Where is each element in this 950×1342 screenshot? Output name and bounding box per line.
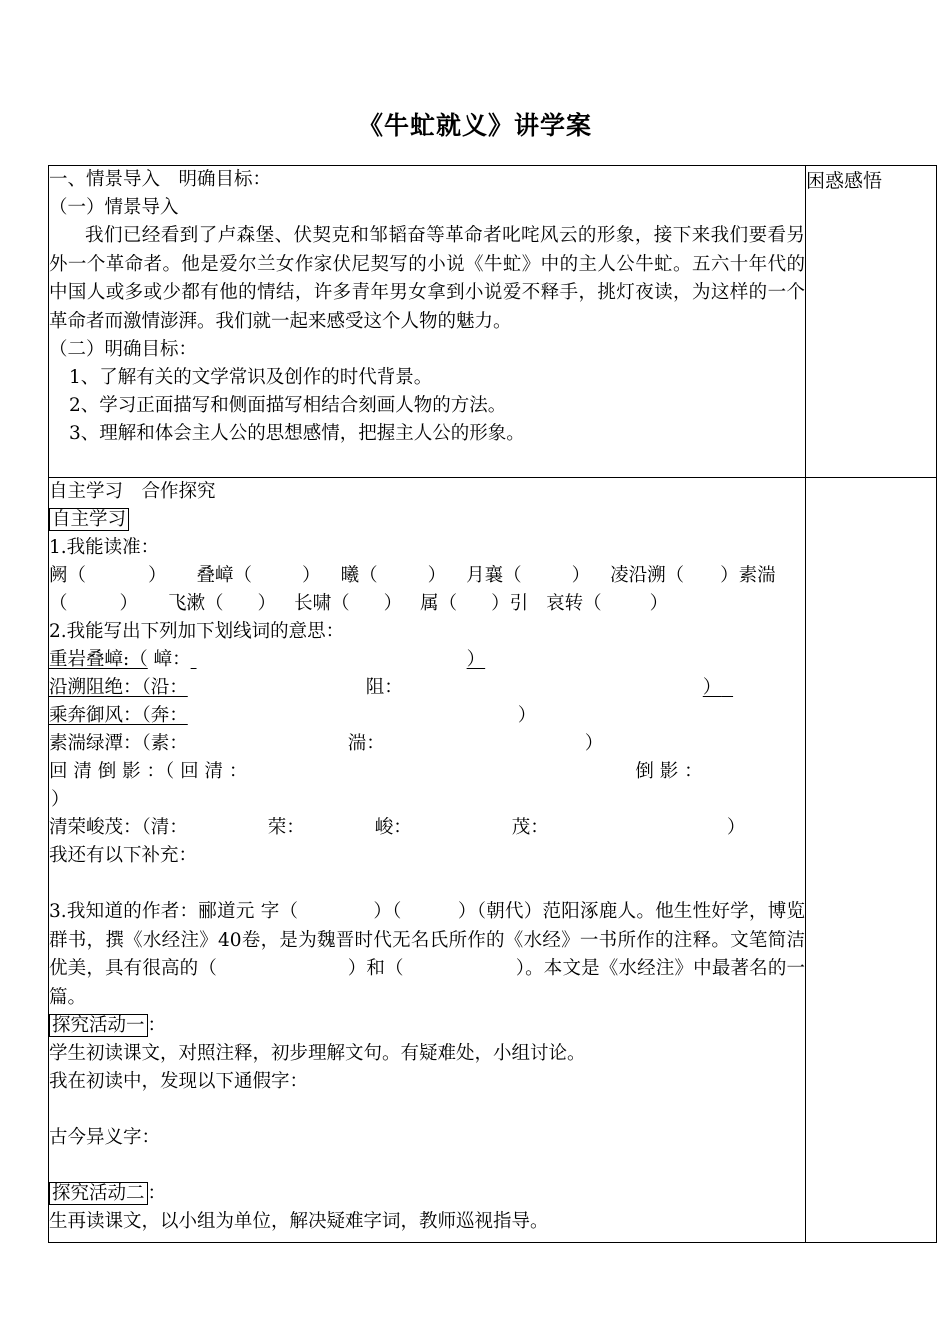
page-title: 《牛虻就义》讲学案	[357, 111, 592, 140]
lesson-table	[48, 165, 937, 1243]
q2-line6: 清荣峻茂：（清： 荣： 峻： 茂： ）	[49, 817, 746, 838]
q2-line4: 素湍绿潭：（素： 湍： ）	[49, 733, 604, 754]
box-label-activity1: 探究活动一 ：	[49, 1012, 805, 1040]
table-row	[49, 478, 937, 1243]
section1-heading: 一、情景导入 明确目标：	[49, 169, 272, 190]
side-label: 困惑感悟	[806, 170, 883, 192]
side-label-cell	[806, 166, 937, 478]
q2-extra: 我还有以下补充：	[49, 845, 198, 866]
goal-item: 2、学习正面描写和侧面描写相结合刻画人物的方法。	[69, 395, 507, 416]
q1-line1: 阙（ ） 叠嶂（ ） 曦（ ） 月襄（ ） 凌沿溯（ ）素湍	[49, 565, 776, 586]
section-study-cell	[49, 478, 806, 1243]
activity2-line1: 生再读课文，以小组为单位，解决疑难字词，教师巡视指导。	[49, 1211, 549, 1232]
section2-heading: 自主学习 合作探究	[49, 481, 216, 502]
q2-line5-cont: ）	[51, 789, 70, 810]
box-label-self-study: 自主学习	[49, 506, 805, 534]
q1-line2: （ ） 飞漱（ ） 长啸（ ） 属（ ）引 哀转（ ）	[49, 593, 669, 614]
q2-line3: 乘奔御风：（奔： ）	[49, 705, 537, 726]
q2-line5: 回 清 倒 影 ：（ 回 清 ： 倒 影 ：	[49, 761, 703, 782]
goal-item: 1、了解有关的文学常识及创作的时代背景。	[69, 367, 433, 388]
section1-sub1: （一）情景导入	[49, 197, 179, 218]
activity1-line3: 古今异义字：	[49, 1127, 161, 1148]
q2-line2: 沿溯阻绝：（沿： 阻： ）	[49, 677, 722, 698]
table-row	[49, 166, 937, 478]
q2-label: 2.我能写出下列加下划线词的意思：	[49, 621, 345, 642]
q1-label: 1.我能读准：	[49, 537, 160, 558]
side-empty-cell	[806, 478, 937, 1243]
q2-line1: 重岩叠嶂:（ 嶂： ）	[49, 649, 486, 670]
activity1-line2: 我在初读中，发现以下通假字：	[49, 1071, 309, 1092]
section1-sub2: （二）明确目标：	[49, 339, 198, 360]
box-label-activity2: 探究活动二 ：	[49, 1180, 805, 1208]
activity1-line1: 学生初读课文，对照注释，初步理解文句。有疑难处，小组讨论。	[49, 1043, 586, 1064]
q3-paragraph: 3.我知道的作者：郦道元 字（ ）（ ）（朝代）范阳涿鹿人。他生性好学，博览群书，撰《水经注》40卷，是为魏晋时代无名氏所作的《水经》一书所作的注释。文笔简洁优美，具有很高的（ ）和（ ）。本文是《水经注》中最著名的一篇。	[49, 901, 805, 1008]
intro-paragraph: 我们已经看到了卢森堡、伏契克和邹韬奋等革命者叱咤风云的形象，接下来我们要看另外一个革命者。他是爱尔兰女作家伏尼契写的小说《牛虻》中的主人公牛虻。五六十年代的中国人或多或少都有他的情结，许多青年男女拿到小说爱不释手，挑灯夜读，为这样的一个革命者而激情澎湃。我们就一起来感受这个人物的魅力。	[49, 225, 805, 332]
goal-item: 3、理解和体会主人公的思想感情，把握主人公的形象。	[69, 423, 525, 444]
section-intro-cell	[49, 166, 806, 478]
